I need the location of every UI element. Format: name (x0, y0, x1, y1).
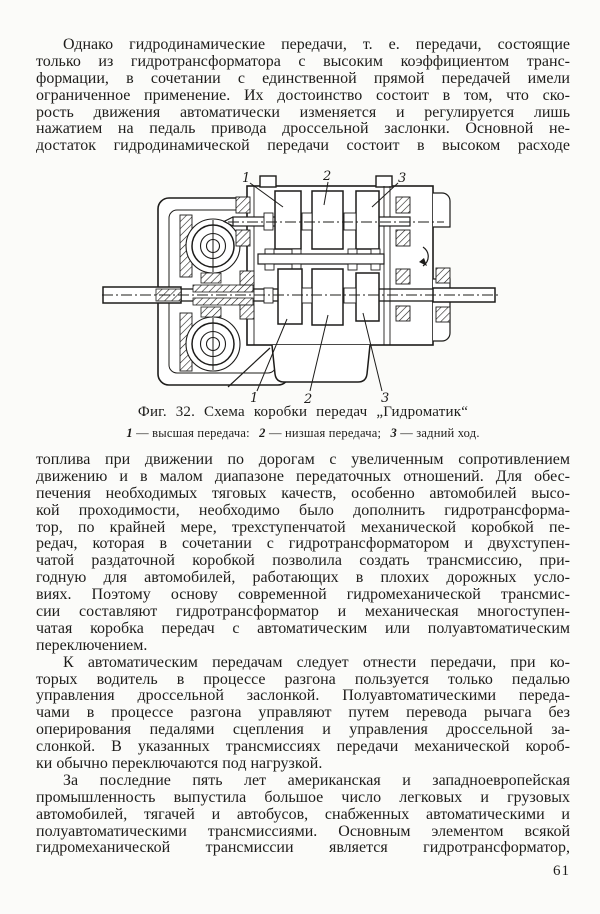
text-line: тор, по крайней мере, трехступенчатой механической коробкой пе- (36, 518, 570, 536)
text-line: чатой раздаточной коробкой позволила создать трансмиссию, при- (36, 552, 570, 570)
text-line: достаток гидродинамической передачи состоит в высоком расходе (36, 137, 570, 155)
text-line: К автоматическим передачам следует отнести передачи, при ко- (63, 653, 570, 671)
text-line: сии составляют гидротрансформатор и механическая многоступен- (36, 603, 570, 621)
text-line: только из гидротрансформатора с высоким коэффициентом транс- (36, 52, 570, 70)
paragraph-industry (36, 773, 570, 857)
callout-top-3: 3 (398, 171, 407, 186)
text-line: промышленность выпустила большое число легковых и грузовых (36, 788, 570, 806)
housing-and-gears (103, 176, 495, 387)
legend-text-1: — высшая передача: (136, 426, 250, 440)
text-line: оперирования педалями сцепления и управления дроссельной за- (36, 721, 570, 739)
text-line: нажатием на педаль привода дроссельной заслонки. Основной не- (36, 120, 570, 138)
legend-num-2: 2 (259, 426, 266, 440)
legend-text-2: — низшая передача; (268, 426, 382, 440)
text-line: ки обычно переключаются под нагрузкой. (36, 755, 323, 773)
text-line: слонкой. В указанных трансмиссиях передачи механической короб- (36, 738, 570, 756)
text-line: годную для автомобилей, работающих в плохих дорожных усло- (36, 569, 570, 587)
body-text (36, 452, 570, 857)
text-line: гидромеханической трансмиссии является гидротрансформатор, (36, 839, 570, 857)
callout-top-1: 1 (242, 171, 251, 186)
text-line: редач, которая в сочетании с гидротрансформатором и двухступен- (36, 535, 570, 553)
text-line: За последние пять лет американская и западноевропейская (63, 771, 570, 789)
legend-text-3: — задний ход. (400, 426, 480, 440)
text-line: чатая коробка передач с автоматическим или полуавтоматическим (36, 619, 570, 637)
figure-caption: Фиг. 32. Схема коробки передач „Гидроматик“ (137, 404, 469, 420)
figure-32 (100, 167, 500, 403)
text-line: топлива при движении по дорогам с увеличенным сопротивлением (36, 451, 570, 468)
gearbox-diagram (100, 167, 500, 403)
text-line: ограниченное применение. Их достоинство состоит в том, что ско- (36, 86, 570, 104)
paragraph-intro (36, 37, 570, 155)
legend-item-1 (126, 426, 250, 440)
text-line: формации, в сочетании с единственной прямой передачей имели (36, 69, 570, 87)
figure-legend (36, 426, 570, 441)
legend-num-3: 3 (390, 426, 397, 440)
text-line: автомобилей, тягачей и автобусов, снабженных автоматическими и (36, 805, 570, 823)
text-line: переключением. (36, 636, 148, 654)
callout-bottom-3: 3 (381, 391, 390, 403)
legend-num-1: 1 (126, 426, 133, 440)
text-line: чами в процессе разгона управляют путем перевода рычага без (36, 704, 570, 722)
legend-item-3 (390, 426, 479, 440)
text-line: торых водитель в процессе разгона пользуется только педалью (36, 670, 570, 688)
callout-bottom-2: 2 (304, 392, 313, 403)
text-line: полуавтоматическими трансмиссиями. Основным элементом всякой (36, 822, 570, 840)
text-line: рость движения автоматически изменяется и регулируется лишь (36, 103, 570, 121)
text-line: печения необходимых тяговых качеств, особенно автомобилей высо- (36, 484, 570, 502)
callout-bottom-1: 1 (250, 391, 259, 403)
text-line: движению и в малом диапазоне передаточных отношений. Для обес- (36, 467, 570, 485)
text-line: виях. Поэтому основу современной гидромеханической трансмис- (36, 586, 570, 604)
paragraph-automatic (36, 655, 570, 773)
callout-top-2: 2 (323, 169, 332, 184)
page-number: 61 (553, 863, 570, 879)
text-line: Однако гидродинамические передачи, т. е. передачи, состоящие (63, 36, 570, 53)
legend-item-2 (259, 426, 381, 440)
text-line: управления дроссельной заслонкой. Полуавтоматическими переда- (36, 687, 570, 705)
paragraph-fuel (36, 452, 570, 655)
text-line: кой проходимости, необходимо было дополнить гидротрансформа- (36, 501, 570, 519)
